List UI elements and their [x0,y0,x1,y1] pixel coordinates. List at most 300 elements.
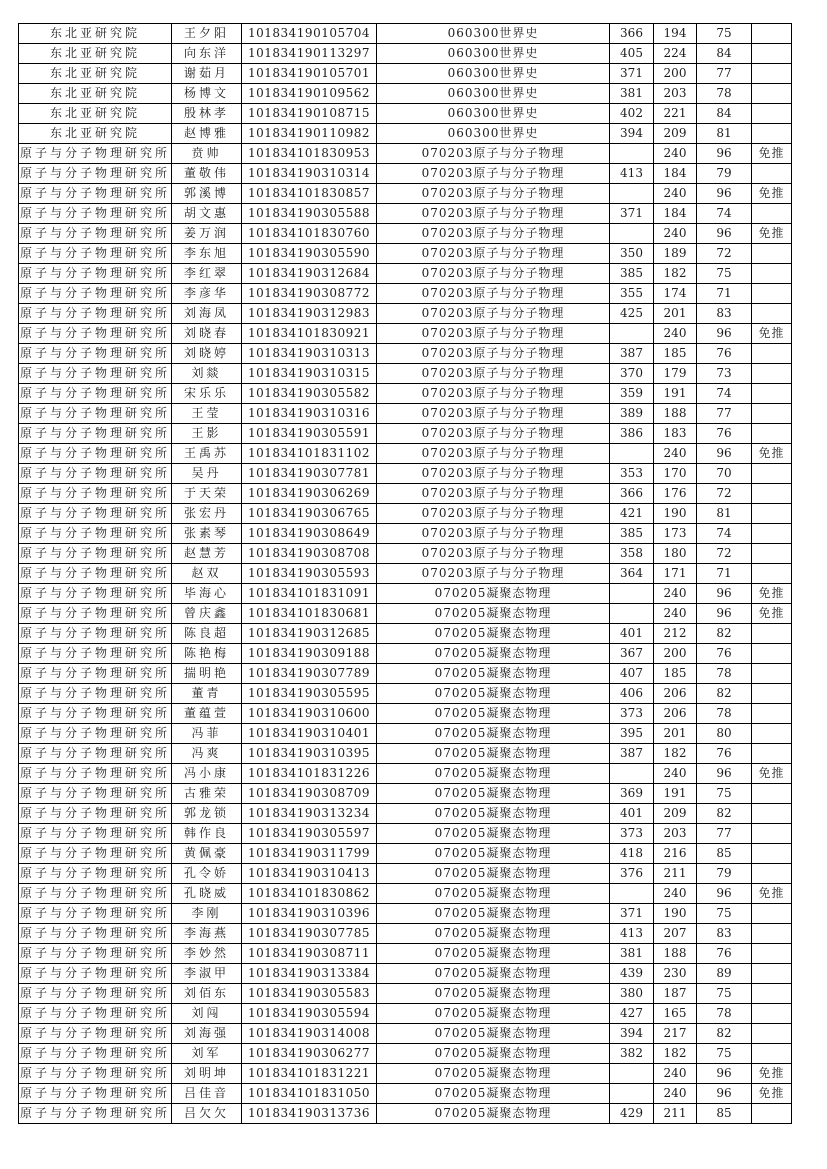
table-row [19,1084,792,1104]
cell-remark [752,124,792,144]
cell-major: 070205凝聚态物理 [377,704,610,724]
cell-score-3: 78 [697,704,752,724]
cell-score-1 [610,884,654,904]
cell-candidate-number: 101834101831226 [242,764,377,784]
cell-score-1: 407 [610,664,654,684]
cell-score-3: 77 [697,824,752,844]
table-row [19,784,792,804]
cell-major: 070203原子与分子物理 [377,564,610,584]
cell-major: 070203原子与分子物理 [377,464,610,484]
cell-institute: 原子与分子物理研究所 [19,1004,172,1024]
cell-score-1: 373 [610,704,654,724]
cell-score-2: 187 [654,984,697,1004]
cell-institute: 原子与分子物理研究所 [19,364,172,384]
cell-institute: 原子与分子物理研究所 [19,344,172,364]
cell-institute: 原子与分子物理研究所 [19,524,172,544]
cell-score-3: 96 [697,1064,752,1084]
cell-score-1: 358 [610,544,654,564]
cell-remark [752,784,792,804]
cell-candidate-number: 101834190305595 [242,684,377,704]
cell-major: 070205凝聚态物理 [377,624,610,644]
cell-major: 070205凝聚态物理 [377,744,610,764]
cell-score-3: 81 [697,124,752,144]
cell-candidate-number: 101834101830921 [242,324,377,344]
cell-score-2: 201 [654,724,697,744]
cell-score-2: 190 [654,504,697,524]
cell-score-1: 401 [610,624,654,644]
cell-student-name: 刘海凤 [172,304,242,324]
table-row [19,324,792,344]
cell-major: 070205凝聚态物理 [377,1084,610,1104]
cell-institute: 原子与分子物理研究所 [19,1024,172,1044]
cell-institute: 原子与分子物理研究所 [19,504,172,524]
cell-major: 070205凝聚态物理 [377,804,610,824]
cell-student-name: 韩作良 [172,824,242,844]
cell-major: 070203原子与分子物理 [377,504,610,524]
table-row [19,724,792,744]
cell-institute: 原子与分子物理研究所 [19,244,172,264]
cell-institute: 原子与分子物理研究所 [19,184,172,204]
cell-score-3: 76 [697,644,752,664]
cell-major: 070203原子与分子物理 [377,324,610,344]
cell-remark [752,924,792,944]
cell-remark: 免推 [752,184,792,204]
cell-score-3: 76 [697,944,752,964]
cell-remark [752,1044,792,1064]
cell-score-1: 385 [610,264,654,284]
table-row [19,284,792,304]
cell-score-2: 201 [654,304,697,324]
cell-score-1: 353 [610,464,654,484]
cell-student-name: 于天荣 [172,484,242,504]
cell-candidate-number: 101834190312684 [242,264,377,284]
cell-score-1: 387 [610,744,654,764]
cell-score-2: 240 [654,1064,697,1084]
cell-institute: 原子与分子物理研究所 [19,624,172,644]
cell-score-1: 394 [610,1024,654,1044]
cell-remark [752,84,792,104]
cell-score-1: 385 [610,524,654,544]
cell-institute: 原子与分子物理研究所 [19,664,172,684]
cell-score-1: 395 [610,724,654,744]
table-row [19,304,792,324]
cell-student-name: 冯菲 [172,724,242,744]
cell-institute: 原子与分子物理研究所 [19,384,172,404]
cell-institute: 原子与分子物理研究所 [19,644,172,664]
cell-remark: 免推 [752,604,792,624]
cell-student-name: 殷林孝 [172,104,242,124]
cell-score-3: 96 [697,224,752,244]
cell-institute: 原子与分子物理研究所 [19,224,172,244]
cell-candidate-number: 101834190105701 [242,64,377,84]
table-row [19,144,792,164]
cell-score-3: 78 [697,1004,752,1024]
cell-candidate-number: 101834190310600 [242,704,377,724]
cell-score-2: 203 [654,824,697,844]
cell-candidate-number: 101834190305590 [242,244,377,264]
cell-major: 070205凝聚态物理 [377,944,610,964]
cell-score-1: 371 [610,904,654,924]
cell-score-1: 380 [610,984,654,1004]
cell-score-3: 96 [697,884,752,904]
cell-score-1 [610,604,654,624]
cell-major: 070205凝聚态物理 [377,864,610,884]
cell-candidate-number: 101834190307789 [242,664,377,684]
cell-score-2: 209 [654,804,697,824]
table-row [19,524,792,544]
cell-major: 070205凝聚态物理 [377,904,610,924]
cell-remark [752,744,792,764]
table-row [19,104,792,124]
cell-candidate-number: 101834190307781 [242,464,377,484]
cell-score-3: 77 [697,404,752,424]
table-row [19,224,792,244]
cell-score-2: 173 [654,524,697,544]
cell-score-1 [610,224,654,244]
cell-score-3: 96 [697,604,752,624]
cell-major: 070205凝聚态物理 [377,764,610,784]
cell-major: 070203原子与分子物理 [377,424,610,444]
table-row [19,744,792,764]
cell-score-1: 425 [610,304,654,324]
cell-major: 070205凝聚态物理 [377,1064,610,1084]
cell-score-2: 211 [654,1104,697,1124]
cell-score-1: 369 [610,784,654,804]
cell-candidate-number: 101834190305582 [242,384,377,404]
cell-score-2: 240 [654,224,697,244]
cell-remark: 免推 [752,324,792,344]
cell-major: 070203原子与分子物理 [377,224,610,244]
cell-candidate-number: 101834101830760 [242,224,377,244]
cell-major: 070203原子与分子物理 [377,244,610,264]
cell-student-name: 黄佩豪 [172,844,242,864]
cell-institute: 原子与分子物理研究所 [19,1104,172,1124]
cell-score-1: 405 [610,44,654,64]
cell-remark [752,504,792,524]
cell-candidate-number: 101834190305583 [242,984,377,1004]
cell-score-3: 78 [697,664,752,684]
cell-score-3: 83 [697,924,752,944]
cell-institute: 原子与分子物理研究所 [19,784,172,804]
cell-student-name: 毕海心 [172,584,242,604]
cell-remark [752,864,792,884]
cell-major: 070203原子与分子物理 [377,284,610,304]
cell-remark [752,364,792,384]
cell-score-3: 72 [697,544,752,564]
cell-institute: 原子与分子物理研究所 [19,1084,172,1104]
table-row [19,604,792,624]
cell-student-name: 刘燚 [172,364,242,384]
cell-score-1: 413 [610,164,654,184]
table-row [19,964,792,984]
table-row [19,904,792,924]
cell-candidate-number: 101834190308772 [242,284,377,304]
cell-score-3: 76 [697,744,752,764]
cell-score-2: 240 [654,604,697,624]
cell-major: 070203原子与分子物理 [377,304,610,324]
cell-major: 070203原子与分子物理 [377,344,610,364]
cell-score-2: 171 [654,564,697,584]
cell-score-1 [610,144,654,164]
table-row [19,624,792,644]
cell-major: 070205凝聚态物理 [377,584,610,604]
cell-major: 070205凝聚态物理 [377,844,610,864]
cell-score-2: 240 [654,184,697,204]
cell-candidate-number: 101834190305593 [242,564,377,584]
cell-student-name: 董蕴萱 [172,704,242,724]
cell-remark [752,1004,792,1024]
cell-candidate-number: 101834190310315 [242,364,377,384]
cell-score-3: 85 [697,1104,752,1124]
cell-score-3: 79 [697,164,752,184]
cell-remark [752,284,792,304]
cell-candidate-number: 101834101831091 [242,584,377,604]
cell-candidate-number: 101834190306277 [242,1044,377,1064]
cell-score-3: 75 [697,984,752,1004]
cell-remark [752,1104,792,1124]
cell-student-name: 刘晓婷 [172,344,242,364]
cell-institute: 原子与分子物理研究所 [19,924,172,944]
cell-student-name: 刘晓春 [172,324,242,344]
cell-candidate-number: 101834190305597 [242,824,377,844]
cell-candidate-number: 101834101831102 [242,444,377,464]
cell-major: 070203原子与分子物理 [377,204,610,224]
cell-student-name: 赵双 [172,564,242,584]
cell-score-1: 382 [610,1044,654,1064]
cell-student-name: 董敬伟 [172,164,242,184]
cell-student-name: 刘闯 [172,1004,242,1024]
cell-score-2: 182 [654,1044,697,1064]
cell-score-3: 96 [697,184,752,204]
table-row [19,164,792,184]
cell-student-name: 古雅荣 [172,784,242,804]
cell-major: 070205凝聚态物理 [377,1024,610,1044]
cell-score-3: 75 [697,264,752,284]
cell-score-1: 386 [610,424,654,444]
cell-student-name: 向东洋 [172,44,242,64]
cell-score-3: 89 [697,964,752,984]
cell-score-1: 439 [610,964,654,984]
cell-score-1: 429 [610,1104,654,1124]
cell-institute: 原子与分子物理研究所 [19,984,172,1004]
cell-score-3: 96 [697,444,752,464]
table-row [19,664,792,684]
cell-score-2: 206 [654,704,697,724]
cell-candidate-number: 101834190305588 [242,204,377,224]
table-row [19,44,792,64]
cell-score-2: 165 [654,1004,697,1024]
cell-remark [752,64,792,84]
cell-major: 070205凝聚态物理 [377,884,610,904]
cell-score-2: 209 [654,124,697,144]
cell-student-name: 郭溪博 [172,184,242,204]
cell-major: 060300世界史 [377,124,610,144]
cell-score-1: 418 [610,844,654,864]
cell-score-1: 376 [610,864,654,884]
cell-score-1 [610,1084,654,1104]
cell-score-2: 189 [654,244,697,264]
cell-score-1 [610,1064,654,1084]
cell-candidate-number: 101834190105704 [242,24,377,44]
cell-student-name: 王夕阳 [172,24,242,44]
cell-candidate-number: 101834190313234 [242,804,377,824]
cell-major: 070205凝聚态物理 [377,1004,610,1024]
cell-remark [752,844,792,864]
cell-student-name: 孔令娇 [172,864,242,884]
cell-score-3: 81 [697,504,752,524]
cell-remark [752,104,792,124]
cell-student-name: 贲帅 [172,144,242,164]
cell-score-2: 180 [654,544,697,564]
cell-score-3: 72 [697,244,752,264]
cell-student-name: 王莹 [172,404,242,424]
table-row [19,1044,792,1064]
cell-candidate-number: 101834190308711 [242,944,377,964]
cell-remark [752,1024,792,1044]
cell-score-3: 96 [697,324,752,344]
cell-candidate-number: 101834190310413 [242,864,377,884]
cell-institute: 原子与分子物理研究所 [19,864,172,884]
cell-candidate-number: 101834190305594 [242,1004,377,1024]
cell-student-name: 赵博雅 [172,124,242,144]
cell-institute: 原子与分子物理研究所 [19,444,172,464]
cell-institute: 原子与分子物理研究所 [19,204,172,224]
cell-score-1: 367 [610,644,654,664]
cell-major: 060300世界史 [377,84,610,104]
cell-institute: 东北亚研究院 [19,84,172,104]
cell-student-name: 冯爽 [172,744,242,764]
cell-score-2: 212 [654,624,697,644]
table-row [19,944,792,964]
table-row [19,544,792,564]
cell-score-2: 203 [654,84,697,104]
cell-remark [752,524,792,544]
cell-score-3: 96 [697,764,752,784]
cell-student-name: 李东旭 [172,244,242,264]
cell-candidate-number: 101834101830681 [242,604,377,624]
cell-institute: 原子与分子物理研究所 [19,964,172,984]
table-row [19,64,792,84]
cell-score-3: 72 [697,484,752,504]
cell-candidate-number: 101834190310395 [242,744,377,764]
cell-institute: 原子与分子物理研究所 [19,464,172,484]
cell-student-name: 陈良超 [172,624,242,644]
cell-remark [752,484,792,504]
cell-score-2: 185 [654,344,697,364]
cell-score-3: 84 [697,44,752,64]
cell-score-2: 221 [654,104,697,124]
cell-score-1: 381 [610,84,654,104]
table-row [19,864,792,884]
cell-score-1: 355 [610,284,654,304]
cell-candidate-number: 101834190312983 [242,304,377,324]
cell-major: 070205凝聚态物理 [377,644,610,664]
cell-candidate-number: 101834190310401 [242,724,377,744]
cell-candidate-number: 101834190306269 [242,484,377,504]
cell-score-3: 75 [697,904,752,924]
cell-student-name: 张素琴 [172,524,242,544]
cell-major: 070205凝聚态物理 [377,604,610,624]
cell-candidate-number: 101834190306765 [242,504,377,524]
table-row [19,1004,792,1024]
cell-score-1: 359 [610,384,654,404]
cell-institute: 原子与分子物理研究所 [19,724,172,744]
cell-score-2: 216 [654,844,697,864]
cell-remark [752,664,792,684]
cell-institute: 原子与分子物理研究所 [19,764,172,784]
table-row [19,1024,792,1044]
cell-score-2: 184 [654,164,697,184]
cell-major: 070205凝聚态物理 [377,1044,610,1064]
cell-major: 070203原子与分子物理 [377,164,610,184]
cell-score-2: 240 [654,324,697,344]
cell-remark [752,244,792,264]
cell-score-3: 75 [697,24,752,44]
table-row [19,584,792,604]
cell-score-3: 96 [697,584,752,604]
cell-major: 060300世界史 [377,104,610,124]
cell-institute: 东北亚研究院 [19,44,172,64]
cell-score-3: 82 [697,1024,752,1044]
cell-institute: 原子与分子物理研究所 [19,164,172,184]
cell-score-3: 85 [697,844,752,864]
cell-remark [752,544,792,564]
cell-score-2: 240 [654,144,697,164]
cell-remark [752,204,792,224]
cell-student-name: 揣明艳 [172,664,242,684]
cell-score-2: 184 [654,204,697,224]
cell-score-3: 96 [697,1084,752,1104]
cell-remark: 免推 [752,1084,792,1104]
cell-remark [752,384,792,404]
table-row [19,424,792,444]
results-table [18,23,792,1124]
table-row [19,244,792,264]
cell-score-3: 78 [697,84,752,104]
cell-candidate-number: 101834101830862 [242,884,377,904]
table-row [19,184,792,204]
cell-major: 060300世界史 [377,44,610,64]
table-row [19,824,792,844]
cell-candidate-number: 101834101830857 [242,184,377,204]
cell-candidate-number: 101834101831221 [242,1064,377,1084]
cell-score-2: 185 [654,664,697,684]
cell-candidate-number: 101834190113297 [242,44,377,64]
cell-major: 070203原子与分子物理 [377,544,610,564]
cell-score-2: 183 [654,424,697,444]
cell-score-3: 83 [697,304,752,324]
results-table-body [19,24,792,1124]
cell-student-name: 李彦华 [172,284,242,304]
table-row [19,1064,792,1084]
cell-remark [752,964,792,984]
cell-student-name: 刘军 [172,1044,242,1064]
cell-score-3: 82 [697,624,752,644]
cell-institute: 原子与分子物理研究所 [19,604,172,624]
cell-student-name: 杨博文 [172,84,242,104]
cell-candidate-number: 101834101830953 [242,144,377,164]
cell-score-3: 71 [697,284,752,304]
cell-student-name: 宋乐乐 [172,384,242,404]
cell-major: 070203原子与分子物理 [377,144,610,164]
cell-institute: 原子与分子物理研究所 [19,544,172,564]
cell-candidate-number: 101834190311799 [242,844,377,864]
cell-candidate-number: 101834190310313 [242,344,377,364]
table-row [19,984,792,1004]
cell-institute: 原子与分子物理研究所 [19,324,172,344]
cell-score-3: 96 [697,144,752,164]
cell-major: 070205凝聚态物理 [377,784,610,804]
